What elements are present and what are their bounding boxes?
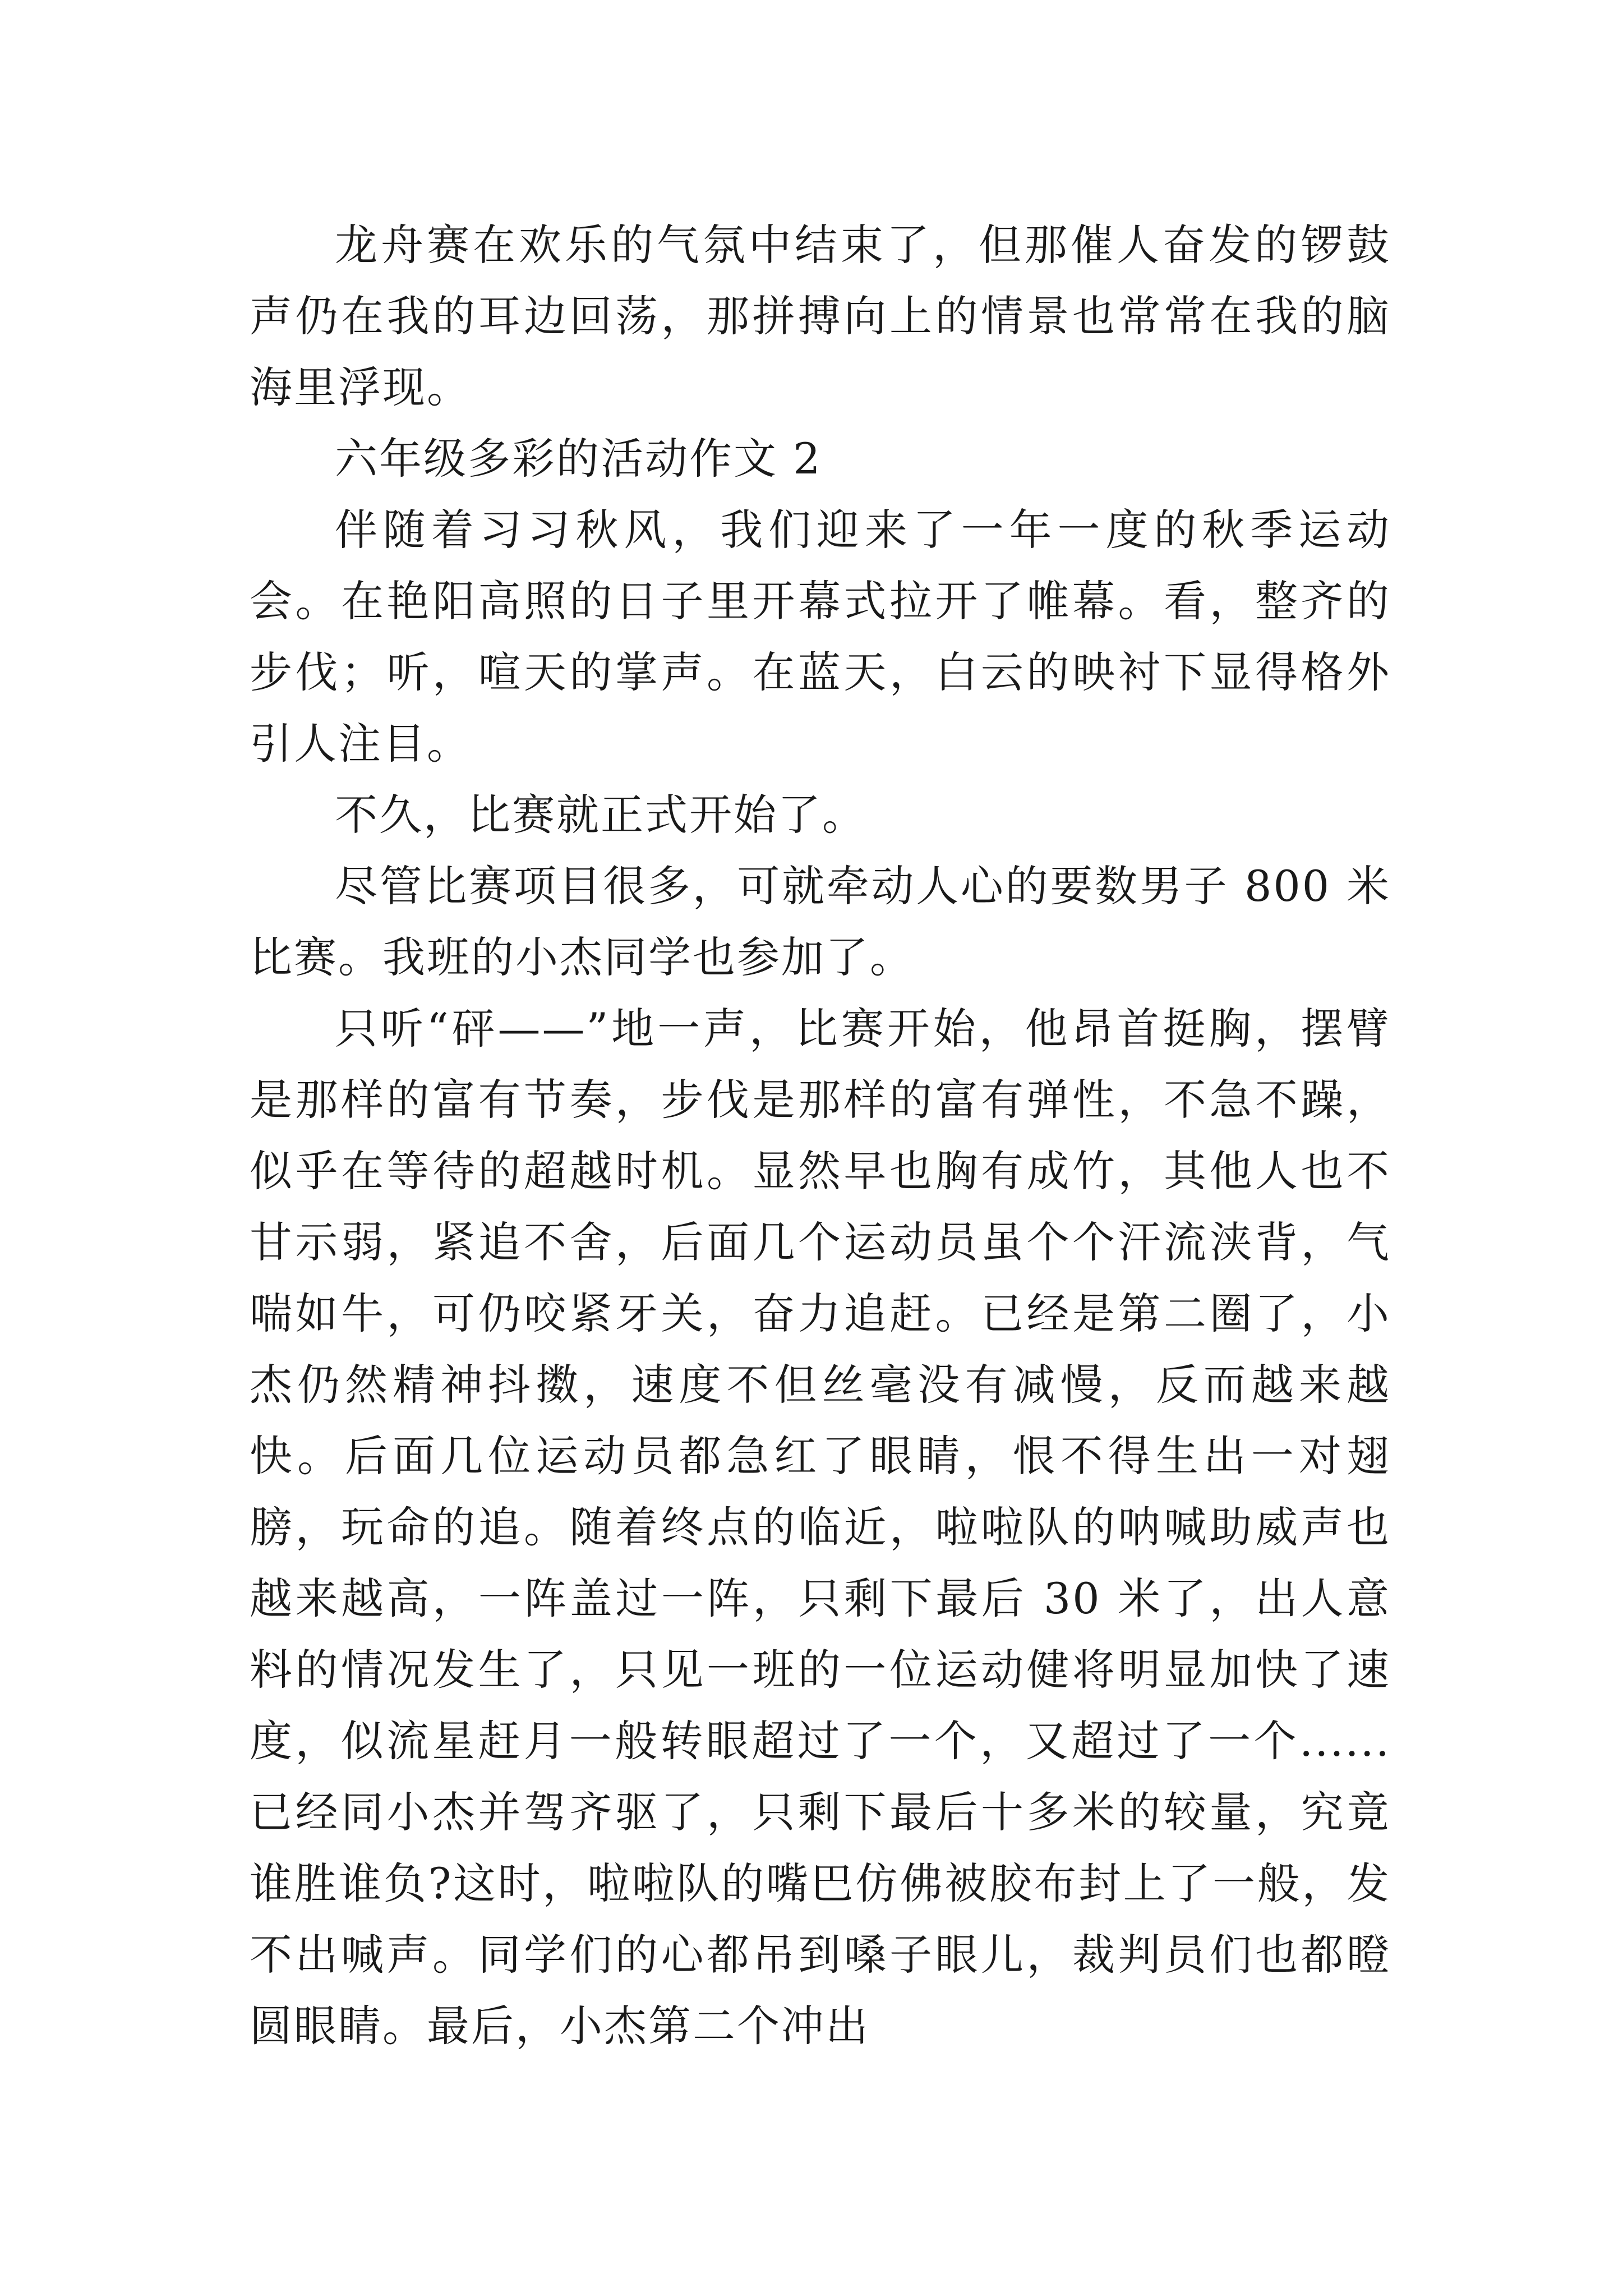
section-heading: 六年级多彩的活动作文 2	[335, 434, 822, 484]
paragraph-race-description: 只听“砰——”地一声，比赛开始，他昂首挺胸，摆臂是那样的富有节奏，步伐是那样的富有弹性，不急不躁，似乎在等待的超越时机。显然早也胸有成竹，其他人也不甘示弱，紧追不舍，后面几个运动员虽个个汗流浃背，气喘如牛，可仍咬紧牙关，奋力追赶。已经是第二圈了，小杰仍然精神抖擞，速度不但丝毫没有减慢，反而越来越快。后面几位运动员都急红了眼睛，恨不得生出一对翅膀，玩命的追。随着终点的临近，啦啦队的呐喊助威声也越来越高，一阵盖过一阵，只剩下最后 30 米了，出人意料的情况发生了，只见一班的一位运动健将明显加快了速度，似流星赶月一般转眼超过了一个，又超过了一个......已经同小杰并驾齐驱了，只剩下最后十多米的较量，究竟谁胜谁负?这时，啦啦队的嘴巴仿佛被胶布封上了一般，发不出喊声。同学们的心都吊到嗓子眼儿，裁判员们也都瞪圆眼睛。最后，小杰第二个冲出	[250, 1004, 1391, 2051]
paragraph-race-start: 不久，比赛就正式开始了。	[335, 790, 866, 840]
paragraph-800m-event: 尽管比赛项目很多，可就牵动人心的要数男子 800 米比赛。我班的小杰同学也参加了。	[250, 861, 1391, 982]
document-body	[250, 209, 1391, 2062]
paragraph-opening-ceremony: 伴随着习习秋风，我们迎来了一年一度的秋季运动会。在艳阳高照的日子里开幕式拉开了帷幕。看，整齐的步伐；听，喧天的掌声。在蓝天，白云的映衬下显得格外引人注目。	[250, 505, 1391, 769]
paragraph-closing-dragon-boat: 龙舟赛在欢乐的气氛中结束了，但那催人奋发的锣鼓声仍在我的耳边回荡，那拼搏向上的情景也常常在我的脑海里浮现。	[250, 220, 1391, 412]
